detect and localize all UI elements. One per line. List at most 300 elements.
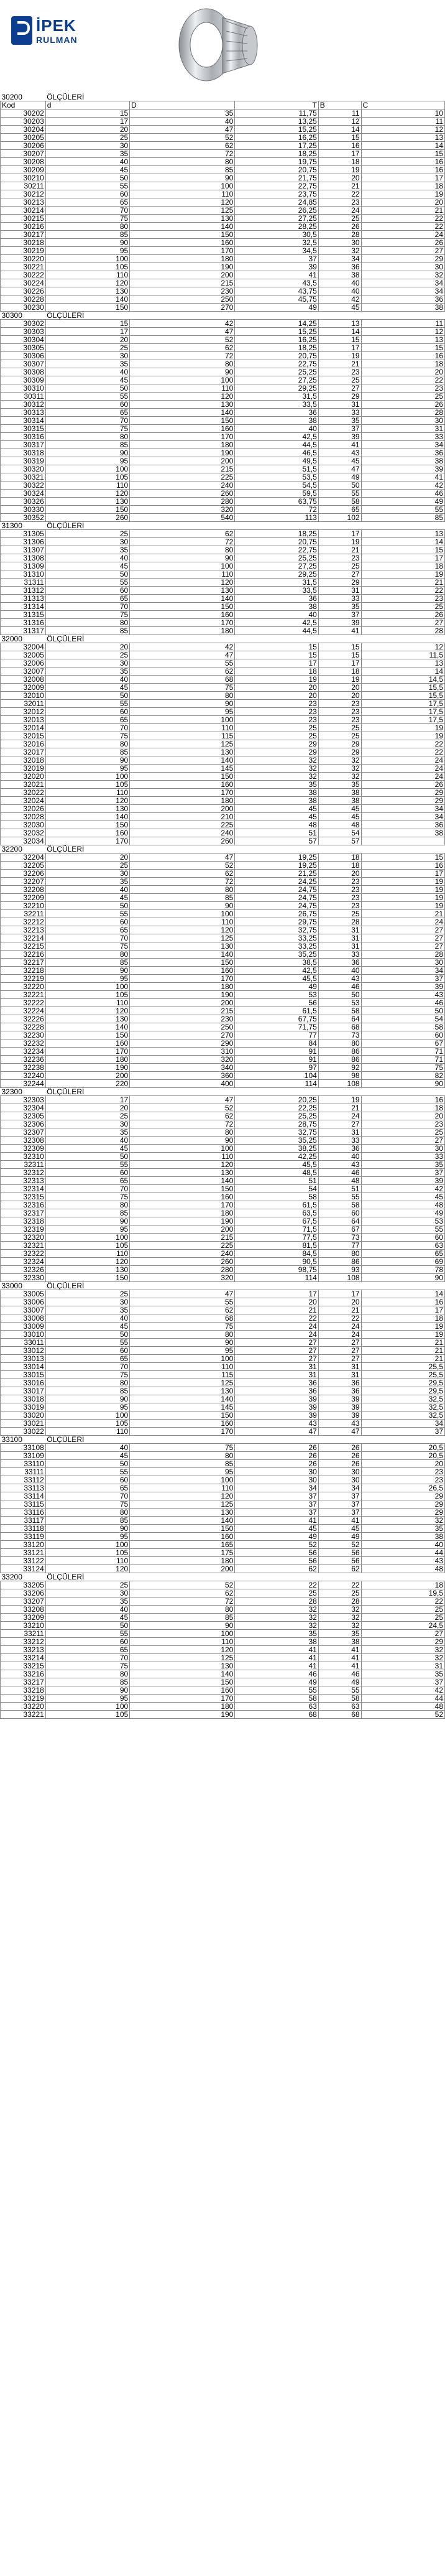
table-row — [1, 1056, 445, 1064]
cell-kod: 30203 — [1, 118, 46, 126]
cell-kod: 30216 — [1, 223, 46, 231]
cell-kod: 30317 — [1, 441, 46, 449]
cell-T: 71,5 — [235, 1225, 318, 1234]
cell-T: 29,25 — [235, 384, 318, 393]
table-row — [1, 304, 445, 312]
cell-C: 37 — [361, 1169, 444, 1177]
cell-d: 70 — [45, 1185, 129, 1193]
table-row — [1, 1023, 445, 1031]
cell-D: 130 — [130, 1662, 235, 1670]
cell-kod: 30307 — [1, 360, 46, 368]
cell-kod: 30324 — [1, 490, 46, 498]
cell-C: 11,5 — [361, 651, 444, 659]
table-row — [1, 118, 445, 126]
cell-B: 36 — [318, 263, 361, 271]
cell-kod: 33005 — [1, 1290, 46, 1298]
table-row — [1, 1177, 445, 1185]
cell-kod: 32219 — [1, 975, 46, 983]
cell-kod: 32212 — [1, 918, 46, 926]
cell-T: 25 — [235, 724, 318, 732]
cell-C: 33 — [361, 433, 444, 441]
cell-kod: 33017 — [1, 1387, 46, 1395]
cell-C: 24,5 — [361, 1622, 444, 1630]
cell-B: 58 — [318, 498, 361, 506]
cell-C: 26 — [361, 611, 444, 619]
cell-D: 215 — [130, 1007, 235, 1015]
cell-D: 150 — [130, 231, 235, 239]
cell-C: 30 — [361, 1145, 444, 1153]
cell-T: 29,75 — [235, 918, 318, 926]
cell-B: 31 — [318, 1363, 361, 1371]
cell-T: 19,25 — [235, 862, 318, 870]
cell-D: 145 — [130, 1403, 235, 1411]
cell-D: 42 — [130, 320, 235, 328]
cell-d: 120 — [45, 1258, 129, 1266]
cell-kod: 32011 — [1, 700, 46, 708]
cell-kod: 32016 — [1, 740, 46, 748]
cell-D: 180 — [130, 1557, 235, 1565]
cell-T: 52 — [235, 1541, 318, 1549]
cell-T: 49,5 — [235, 457, 318, 465]
cell-T: 22,75 — [235, 182, 318, 190]
table-row — [1, 1452, 445, 1460]
cell-T: 23 — [235, 700, 318, 708]
cell-D: 68 — [130, 676, 235, 684]
cell-d: 105 — [45, 1711, 129, 1719]
cell-kod: 30217 — [1, 231, 46, 239]
cell-T: 35,25 — [235, 1137, 318, 1145]
cell-T: 84,5 — [235, 1250, 318, 1258]
cell-D: 75 — [130, 1444, 235, 1452]
cell-B: 35 — [318, 781, 361, 789]
cell-kod: 33206 — [1, 1589, 46, 1597]
cell-C: 52 — [361, 1711, 444, 1719]
cell-T: 34,5 — [235, 247, 318, 255]
cell-B: 27 — [318, 1339, 361, 1347]
cell-C: 22 — [361, 748, 444, 756]
table-row — [1, 1258, 445, 1266]
cell-kod: 32007 — [1, 667, 46, 676]
cell-T: 31 — [235, 1371, 318, 1379]
column-header-D: D — [130, 101, 235, 109]
cell-T: 27,25 — [235, 562, 318, 570]
cell-kod: 33113 — [1, 1484, 46, 1492]
cell-B: 25 — [318, 376, 361, 384]
table-row — [1, 530, 445, 538]
cell-C: 31 — [361, 425, 444, 433]
cell-B: 26 — [318, 1460, 361, 1468]
cell-D: 150 — [130, 1411, 235, 1420]
cell-d: 80 — [45, 740, 129, 748]
cell-D: 165 — [130, 1541, 235, 1549]
cell-d: 150 — [45, 506, 129, 514]
cell-C: 38 — [361, 1533, 444, 1541]
group-header-row — [1, 1573, 445, 1581]
cell-B: 22 — [318, 1581, 361, 1589]
cell-C: 49 — [361, 498, 444, 506]
cell-T: 45 — [235, 1525, 318, 1533]
cell-kod: 32306 — [1, 1120, 46, 1128]
cell-D: 160 — [130, 239, 235, 247]
cell-B: 39 — [318, 1395, 361, 1403]
cell-D: 240 — [130, 481, 235, 490]
cell-D: 180 — [130, 1209, 235, 1217]
cell-C: 13 — [361, 336, 444, 344]
cell-C: 21 — [361, 910, 444, 918]
cell-T: 42,25 — [235, 1153, 318, 1161]
cell-D: 230 — [130, 287, 235, 295]
cell-B: 19 — [318, 538, 361, 546]
cell-d: 25 — [45, 1581, 129, 1589]
cell-B: 37 — [318, 611, 361, 619]
group-label: ÖLÇÜLERİ — [45, 1573, 444, 1581]
cell-B: 23 — [318, 716, 361, 724]
cell-T: 25,25 — [235, 368, 318, 376]
cell-kod: 33109 — [1, 1452, 46, 1460]
cell-T: 26,25 — [235, 207, 318, 215]
cell-kod: 32005 — [1, 651, 46, 659]
cell-D: 200 — [130, 457, 235, 465]
cell-kod: 30316 — [1, 433, 46, 441]
cell-B: 17 — [318, 530, 361, 538]
table-row — [1, 344, 445, 352]
table-row — [1, 1686, 445, 1695]
cell-kod: 32240 — [1, 1072, 46, 1080]
cell-D: 55 — [130, 659, 235, 667]
table-row — [1, 271, 445, 279]
table-row — [1, 506, 445, 514]
cell-kod: 30210 — [1, 174, 46, 182]
table-row — [1, 473, 445, 481]
cell-D: 80 — [130, 692, 235, 700]
table-row — [1, 1193, 445, 1201]
cell-kod: 32232 — [1, 1039, 46, 1048]
cell-T: 26,75 — [235, 910, 318, 918]
table-row — [1, 239, 445, 247]
table-row — [1, 748, 445, 756]
cell-C: 29 — [361, 1638, 444, 1646]
table-row — [1, 134, 445, 142]
table-row — [1, 797, 445, 805]
cell-kod: 32326 — [1, 1266, 46, 1274]
cell-C: 15 — [361, 853, 444, 862]
table-row — [1, 1589, 445, 1597]
cell-C: 22 — [361, 376, 444, 384]
cell-D: 62 — [130, 1306, 235, 1314]
cell-D: 250 — [130, 1023, 235, 1031]
cell-D: 190 — [130, 1711, 235, 1719]
cell-B: 27 — [318, 1347, 361, 1355]
cell-T: 59,5 — [235, 490, 318, 498]
cell-D: 62 — [130, 1589, 235, 1597]
table-row — [1, 708, 445, 716]
cell-C: 36 — [361, 449, 444, 457]
cell-kod: 32204 — [1, 853, 46, 862]
cell-C: 20 — [361, 1112, 444, 1120]
cell-D: 85 — [130, 894, 235, 902]
cell-d: 35 — [45, 360, 129, 368]
table-row — [1, 1517, 445, 1525]
table-row — [1, 554, 445, 562]
cell-d: 25 — [45, 862, 129, 870]
table-row — [1, 1509, 445, 1517]
cell-D: 170 — [130, 433, 235, 441]
cell-d: 45 — [45, 684, 129, 692]
cell-kod: 31310 — [1, 570, 46, 579]
cell-D: 47 — [130, 651, 235, 659]
cell-d: 90 — [45, 756, 129, 765]
cell-B: 19 — [318, 676, 361, 684]
cell-kod: 32310 — [1, 1153, 46, 1161]
cell-C: 42 — [361, 481, 444, 490]
table-row — [1, 1533, 445, 1541]
cell-kod: 32221 — [1, 991, 46, 999]
cell-B: 29 — [318, 748, 361, 756]
cell-d: 90 — [45, 449, 129, 457]
cell-B: 33 — [318, 409, 361, 417]
cell-d: 65 — [45, 1646, 129, 1654]
cell-C: 25,5 — [361, 1363, 444, 1371]
cell-C: 69 — [361, 1258, 444, 1266]
cell-d: 65 — [45, 716, 129, 724]
table-row — [1, 126, 445, 134]
group-label: ÖLÇÜLERİ — [45, 1282, 444, 1290]
cell-B: 41 — [318, 1646, 361, 1654]
cell-kod: 32014 — [1, 724, 46, 732]
cell-B: 25 — [318, 1589, 361, 1597]
cell-kod: 32032 — [1, 829, 46, 837]
cell-D: 215 — [130, 465, 235, 473]
table-row — [1, 1242, 445, 1250]
table-row — [1, 1379, 445, 1387]
cell-B: 39 — [318, 619, 361, 627]
cell-C: 15 — [361, 344, 444, 352]
table-row — [1, 1411, 445, 1420]
cell-kod: 33108 — [1, 1444, 46, 1452]
cell-D: 120 — [130, 926, 235, 934]
cell-T: 46 — [235, 1670, 318, 1678]
cell-d: 50 — [45, 570, 129, 579]
table-row — [1, 659, 445, 667]
cell-B: 18 — [318, 667, 361, 676]
cell-kod: 32305 — [1, 1112, 46, 1120]
cell-T: 15,25 — [235, 126, 318, 134]
cell-d: 60 — [45, 1347, 129, 1355]
cell-d: 25 — [45, 530, 129, 538]
cell-d: 50 — [45, 384, 129, 393]
cell-C: 75 — [361, 1064, 444, 1072]
table-row — [1, 287, 445, 295]
cell-T: 45,5 — [235, 1161, 318, 1169]
cell-D: 90 — [130, 902, 235, 910]
cell-B: 28 — [318, 1597, 361, 1606]
cell-d: 35 — [45, 150, 129, 158]
table-row — [1, 789, 445, 797]
cell-d: 220 — [45, 1080, 129, 1088]
cell-D: 72 — [130, 538, 235, 546]
cell-T: 45 — [235, 805, 318, 813]
cell-B: 45 — [318, 304, 361, 312]
table-row — [1, 538, 445, 546]
cell-d: 35 — [45, 667, 129, 676]
cell-T: 45,75 — [235, 295, 318, 304]
cell-T: 37 — [235, 1509, 318, 1517]
cell-d: 65 — [45, 409, 129, 417]
cell-d: 120 — [45, 279, 129, 287]
cell-kod: 31316 — [1, 619, 46, 627]
cell-kod: 30209 — [1, 166, 46, 174]
cell-D: 180 — [130, 983, 235, 991]
cell-D: 190 — [130, 263, 235, 271]
cell-d: 130 — [45, 1015, 129, 1023]
cell-C: 25 — [361, 1128, 444, 1137]
cell-d: 130 — [45, 805, 129, 813]
cell-D: 260 — [130, 490, 235, 498]
cell-T: 44,5 — [235, 627, 318, 635]
cell-T: 47 — [235, 1428, 318, 1436]
cell-T: 22,75 — [235, 546, 318, 554]
cell-kod: 33111 — [1, 1468, 46, 1476]
table-row — [1, 910, 445, 918]
cell-d: 85 — [45, 627, 129, 635]
cell-d: 100 — [45, 255, 129, 263]
cell-D: 200 — [130, 1565, 235, 1573]
cell-D: 42 — [130, 643, 235, 651]
cell-D: 170 — [130, 619, 235, 627]
cell-d: 90 — [45, 1217, 129, 1225]
cell-T: 48,5 — [235, 1169, 318, 1177]
cell-C: 29,5 — [361, 1379, 444, 1387]
cell-B: 63 — [318, 1703, 361, 1711]
cell-B: 31 — [318, 942, 361, 951]
cell-d: 55 — [45, 393, 129, 401]
cell-kod: 32304 — [1, 1104, 46, 1112]
cell-C: 23 — [361, 384, 444, 393]
cell-B: 39 — [318, 1403, 361, 1411]
cell-d: 100 — [45, 983, 129, 991]
cell-d: 80 — [45, 1379, 129, 1387]
cell-D: 125 — [130, 934, 235, 942]
cell-kod: 30303 — [1, 328, 46, 336]
cell-C: 29 — [361, 255, 444, 263]
cell-B: 33 — [318, 1137, 361, 1145]
cell-kod: 33114 — [1, 1492, 46, 1500]
cell-T: 21 — [235, 1306, 318, 1314]
cell-d: 70 — [45, 1363, 129, 1371]
cell-D: 180 — [130, 627, 235, 635]
cell-T: 18,25 — [235, 150, 318, 158]
cell-C: 14 — [361, 142, 444, 150]
cell-d: 75 — [45, 1662, 129, 1670]
cell-C: 35 — [361, 1670, 444, 1678]
cell-D: 150 — [130, 603, 235, 611]
table-row — [1, 1597, 445, 1606]
cell-C: 12 — [361, 126, 444, 134]
cell-D: 85 — [130, 1614, 235, 1622]
cell-C: 60 — [361, 1234, 444, 1242]
cell-D: 200 — [130, 999, 235, 1007]
column-header-C: C — [361, 101, 444, 109]
cell-kod: 32320 — [1, 1234, 46, 1242]
cell-kod: 31317 — [1, 627, 46, 635]
table-row — [1, 1428, 445, 1436]
cell-D: 160 — [130, 1686, 235, 1695]
cell-C: 32,5 — [361, 1395, 444, 1403]
cell-D: 120 — [130, 1646, 235, 1654]
cell-T: 63,5 — [235, 1209, 318, 1217]
cell-T: 18,25 — [235, 530, 318, 538]
cell-B: 31 — [318, 934, 361, 942]
cell-C: 49 — [361, 1209, 444, 1217]
cell-D: 47 — [130, 1290, 235, 1298]
group-code: 30300 — [1, 312, 46, 320]
cell-B: 38 — [318, 789, 361, 797]
table-row — [1, 1274, 445, 1282]
cell-T: 68 — [235, 1711, 318, 1719]
table-row — [1, 441, 445, 449]
cell-D: 100 — [130, 182, 235, 190]
cell-B: 18 — [318, 853, 361, 862]
cell-C: 50 — [361, 1007, 444, 1015]
cell-kod: 30218 — [1, 239, 46, 247]
cell-kod: 32017 — [1, 748, 46, 756]
cell-C: 17 — [361, 174, 444, 182]
table-row — [1, 975, 445, 983]
cell-C: 48 — [361, 1201, 444, 1209]
cell-B: 43 — [318, 1420, 361, 1428]
cell-D: 100 — [130, 910, 235, 918]
cell-T: 56 — [235, 1549, 318, 1557]
cell-kod: 32213 — [1, 926, 46, 934]
cell-B: 34 — [318, 1484, 361, 1492]
cell-kod: 33116 — [1, 1509, 46, 1517]
table-row — [1, 716, 445, 724]
cell-C: 23 — [361, 1476, 444, 1484]
cell-d: 35 — [45, 1597, 129, 1606]
cell-d: 40 — [45, 676, 129, 684]
cell-T: 36 — [235, 595, 318, 603]
cell-B: 68 — [318, 1023, 361, 1031]
table-row — [1, 1557, 445, 1565]
table-row — [1, 1145, 445, 1153]
table-row — [1, 223, 445, 231]
cell-D: 75 — [130, 684, 235, 692]
cell-B: 21 — [318, 1306, 361, 1314]
cell-C: 24 — [361, 765, 444, 773]
cell-C: 33 — [361, 1153, 444, 1161]
cell-d: 30 — [45, 659, 129, 667]
cell-T: 13,25 — [235, 118, 318, 126]
table-row — [1, 1161, 445, 1169]
table-row — [1, 514, 445, 522]
cell-T: 33,25 — [235, 934, 318, 942]
table-row — [1, 587, 445, 595]
group-header-row — [1, 93, 445, 101]
table-row — [1, 1703, 445, 1711]
cell-D: 180 — [130, 797, 235, 805]
cell-d: 75 — [45, 215, 129, 223]
cell-B: 54 — [318, 829, 361, 837]
cell-B: 57 — [318, 837, 361, 845]
cell-D: 170 — [130, 247, 235, 255]
cell-kod: 32319 — [1, 1225, 46, 1234]
cell-C: 12 — [361, 643, 444, 651]
cell-B: 20 — [318, 174, 361, 182]
cell-d: 17 — [45, 1096, 129, 1104]
cell-d: 50 — [45, 692, 129, 700]
table-row — [1, 1128, 445, 1137]
cell-d: 80 — [45, 433, 129, 441]
